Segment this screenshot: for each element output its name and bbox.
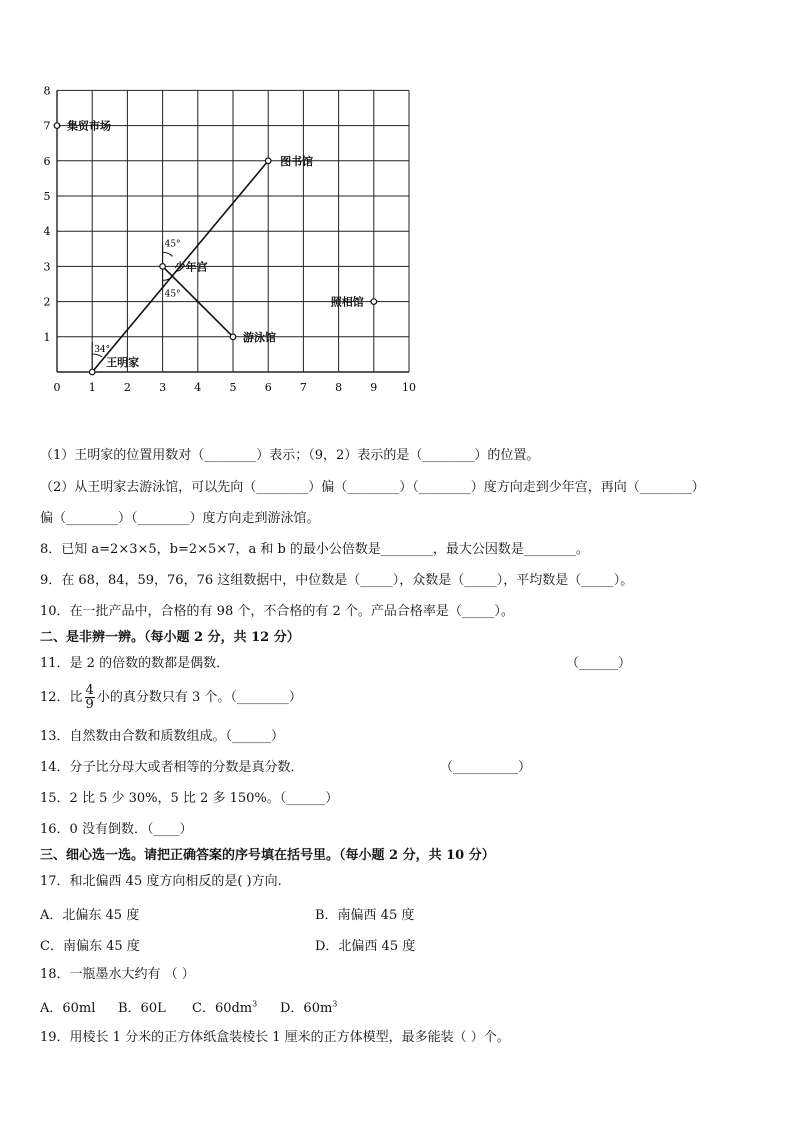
y-tick-label: 4 [43,225,51,239]
x-tick-label: 6 [264,381,272,394]
y-tick-label: 1 [43,330,51,344]
question-17-option-c: C．南偏东 45 度 [40,939,140,954]
question-10: 10．在一批产品中，合格的有 98 个，不合格的有 2 个。产品合格率是（_____）。 [40,604,514,619]
angle-label: 45° [164,289,181,300]
question-18-option-c [192,997,257,1016]
question-12-suffix: 小的真分数只有 3 个。（________） [96,690,302,705]
question-13: 13．自然数由合数和质数组成。（______） [40,729,285,744]
x-tick-label: 4 [194,381,202,394]
question-15: 15．2 比 5 少 30%，5 比 2 多 150%。（______） [40,791,339,806]
question-16: 16．0 没有倒数．（____） [40,822,193,837]
place-point [54,123,60,129]
fraction-four-ninths [85,684,95,711]
place-label: 图书馆 [280,154,314,168]
x-tick-label: 8 [335,381,343,394]
y-tick-label: 8 [43,84,51,98]
place-point [160,264,166,270]
fraction-denominator: 9 [85,697,94,712]
gridlines [57,90,409,372]
question-17-option-b: B．南偏西 45 度 [315,908,415,923]
section-3-heading: 三、细心选一选。请把正确答案的序号填在括号里。（每小题 2 分，共 10 分） [40,848,495,863]
y-tick-label: 2 [43,295,51,309]
fraction-numerator: 4 [85,683,94,698]
x-tick-label: 2 [123,381,131,394]
place-point [265,158,271,164]
question-18: 18．一瓶墨水大约有 （ ） [40,967,195,982]
x-tick-label: 5 [229,381,237,394]
question-12 [40,683,302,713]
question-14-answer-paren: （__________） [440,760,532,775]
y-tick-label: 7 [43,119,51,133]
cubic-superscript: 3 [252,999,258,1009]
question-17-option-d: D．北偏西 45 度 [315,939,416,954]
place-point [230,334,236,340]
question-18-option-d [280,997,337,1016]
question-17-option-a: A．北偏东 45 度 [40,908,140,923]
place-point [371,299,377,305]
question-19: 19．用棱长 1 分米的正方体纸盒装棱长 1 厘米的正方体模型，最多能装（ ）个。 [40,1030,510,1045]
x-tick-label: 3 [159,381,167,394]
section-2-heading: 二、是非辨一辨。（每小题 2 分，共 12 分） [40,630,300,645]
question-9: 9．在 68，84，59，76，76 这组数据中，中位数是（_____），众数是（_____），平均数是（_____）。 [40,573,634,588]
angle-labels [94,239,180,355]
question-18-option-c-text: C．60dm [192,1001,253,1016]
question-18-option-b: B．60L [118,1001,166,1016]
question-18-option-a: A．60ml [40,1001,96,1016]
place-label: 集贸市场 [67,119,111,133]
place-label: 游泳馆 [243,330,276,344]
question-7-part-2b: 偏（________）（________）度方向走到游泳馆。 [40,511,320,526]
question-17: 17．和北偏西 45 度方向相反的是( )方向. [40,874,282,889]
x-tick-label: 7 [299,381,307,394]
question-18-option-d-text: D．60m [280,1001,333,1016]
x-tick-label: 1 [88,381,96,394]
question-11: 11．是 2 的倍数的数都是偶数． [40,656,230,671]
x-tick-label: 10 [402,381,416,394]
x-tick-label: 0 [53,381,61,394]
coordinate-grid-figure [36,80,426,400]
question-7-part-2a: （2）从王明家去游泳馆，可以先向（________）偏（________）（________）度方向走到少年宫，再向（________） [40,480,705,495]
angle-label: 34° [94,345,111,355]
question-14: 14．分子比分母大或者相等的分数是真分数． [40,760,304,775]
place-label: 照相馆 [330,295,364,309]
place-point [89,369,95,375]
y-tick-label: 6 [43,154,51,168]
place-label: 少年宫 [174,260,208,274]
question-7-part-1: （1）王明家的位置用数对（________）表示；（9，2）表示的是（________）的位置。 [40,448,540,463]
x-tick-label: 9 [370,381,378,394]
y-tick-label: 3 [43,260,51,274]
question-12-prefix: 12．比 [40,690,83,705]
angle-arc [163,252,173,256]
question-8: 8．已知 a=2×3×5，b=2×5×7，a 和 b 的最小公倍数是________，最大公因数是________。 [40,542,589,557]
y-tick-label: 5 [43,190,51,203]
place-label: 王明家 [106,356,140,369]
cubic-superscript: 3 [332,999,338,1009]
angle-label: 45° [164,239,181,250]
question-11-answer-paren: （______） [566,656,632,671]
